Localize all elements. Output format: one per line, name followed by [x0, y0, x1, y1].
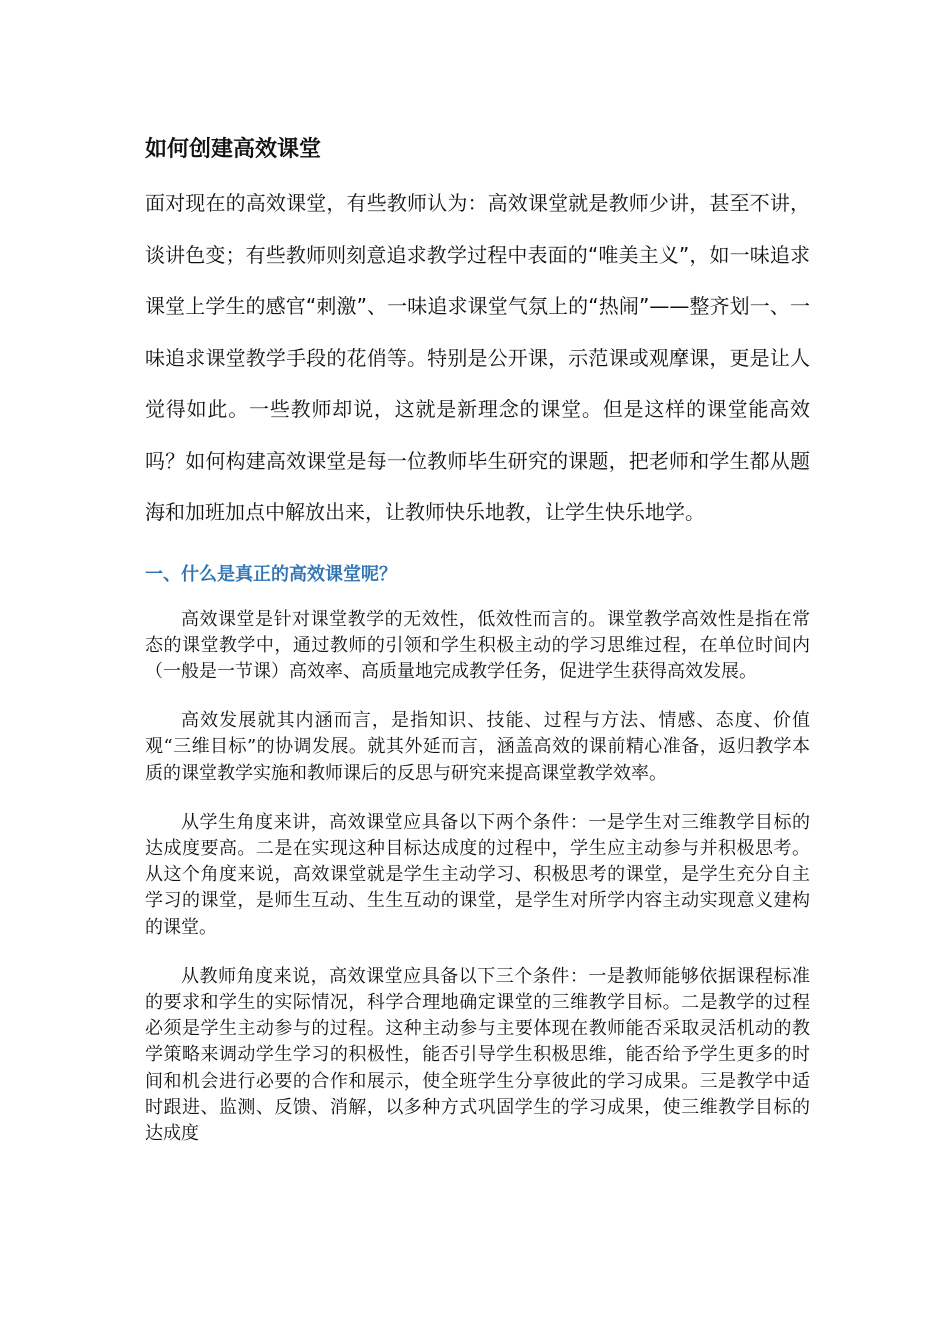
document-title: 如何创建高效课堂 [145, 137, 322, 162]
section-heading: 一、什么是真正的高效课堂呢？ [145, 563, 397, 585]
body-paragraph: 高效课堂是针对课堂教学的无效性，低效性而言的。课堂教学高效性是指在常态的课堂教学中，通过教师的引领和学生积极主动的学习思维过程，在单位时间内（一般是一节课）高效率、高质量地完成教学任务，促进学生获得高效发展。 [145, 608, 810, 682]
body-paragraph: 从教师角度来说，高效课堂应具备以下三个条件：一是教师能够依据课程标准的要求和学生的实际情况，科学合理地确定课堂的三维教学目标。二是教学的过程必须是学生主动参与的过程。这种主动参与主要体现在教师能否采取灵活机动的教学策略来调动学生学习的积极性，能否引导学生积极思维，能否给予学生更多的时间和机会进行必要的合作和展示，使全班学生分享彼此的学习成果。三是教学中适时跟进、监测、反馈、消解，以多种方式巩固学生的学习成果，使三维教学目标的达成度 [145, 965, 810, 1144]
intro-paragraph: 面对现在的高效课堂，有些教师认为：高效课堂就是教师少讲，甚至不讲，谈讲色变；有些教师则刻意追求教学过程中表面的“唯美主义”，如一味追求课堂上学生的感官“刺激”、一味追求课堂气氛上的“热闹”——整齐划一、一味追求课堂教学手段的花俏等。特别是公开课，示范课或观摩课，更是让人觉得如此。一些教师却说，这就是新理念的课堂。但是这样的课堂能高效吗？如何构建高效课堂是每一位教师毕生研究的课题，把老师和学生都从题海和加班加点中解放出来，让教师快乐地教，让学生快乐地学。 [145, 191, 810, 524]
body-paragraph: 从学生角度来讲，高效课堂应具备以下两个条件：一是学生对三维教学目标的达成度要高。二是在实现这种目标达成度的过程中，学生应主动参与并积极思考。从这个角度来说，高效课堂就是学生主动学习、积极思考的课堂，是学生充分自主学习的课堂，是师生互动、生生互动的课堂，是学生对所学内容主动实现意义建构的课堂。 [145, 811, 810, 938]
document-content [145, 128, 810, 1170]
body-paragraph: 高效发展就其内涵而言，是指知识、技能、过程与方法、情感、态度、价值观“三维目标”的协调发展。就其外延而言，涵盖高效的课前精心准备，返归教学本质的课堂教学实施和教师课后的反思与研究来提高课堂教学效率。 [145, 710, 810, 784]
